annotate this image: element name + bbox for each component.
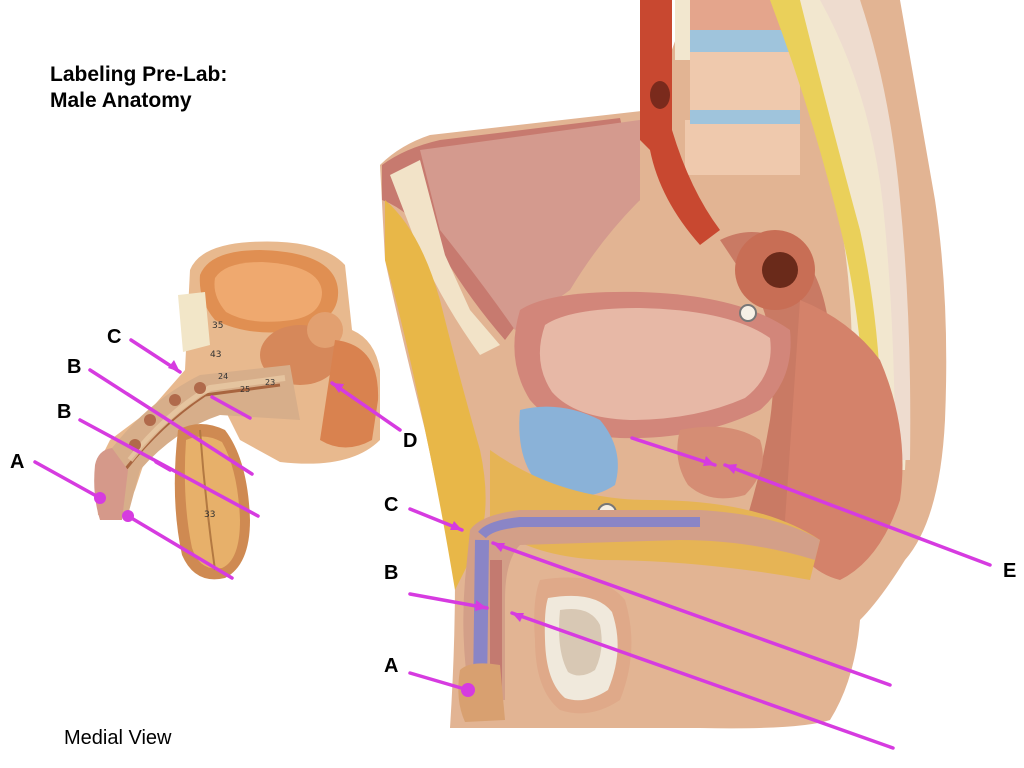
model-number-43: 43 (210, 350, 222, 360)
view-caption: Medial View (64, 727, 172, 749)
model-number-33: 33 (204, 510, 216, 520)
left-label-c: C (107, 326, 122, 348)
left-label-d: D (403, 430, 418, 452)
title-line-2: Male Anatomy (50, 89, 192, 112)
model-number-23: 23 (265, 378, 276, 387)
title-line-1: Labeling Pre-Lab: (50, 63, 228, 86)
right-label-c: C (384, 494, 399, 516)
right-label-e: E (1003, 560, 1017, 582)
model-number-25: 25 (240, 385, 251, 394)
right-anatomy-model (380, 0, 946, 728)
model-number-35: 35 (212, 321, 224, 331)
left-label-b-upper: B (67, 356, 82, 378)
model-number-24: 24 (218, 372, 229, 381)
left-label-b-lower: B (57, 401, 72, 423)
left-label-a: A (10, 451, 25, 473)
right-label-a: A (384, 655, 399, 677)
right-label-b: B (384, 562, 399, 584)
